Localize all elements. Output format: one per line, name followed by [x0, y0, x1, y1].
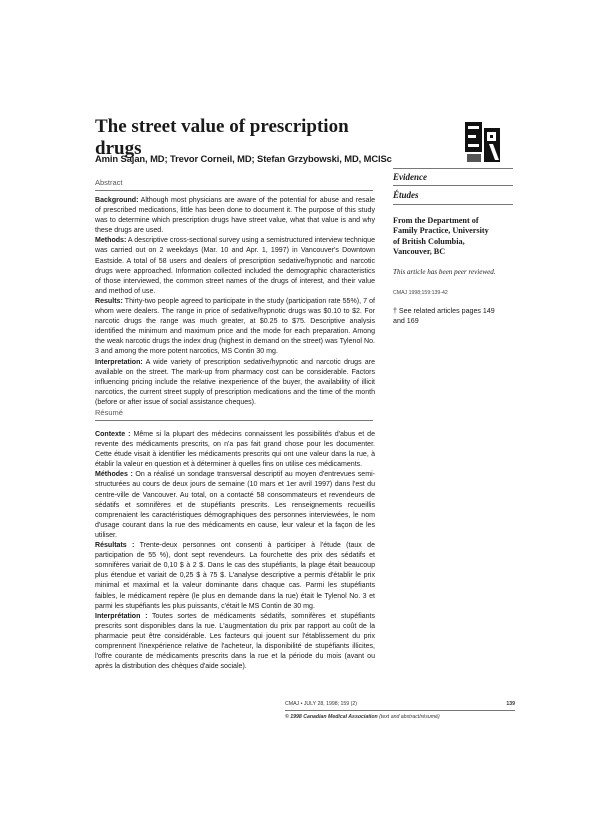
section-label-fr: Études	[393, 190, 419, 200]
methodes-text: On a réalisé un sondage transversal descriptif au moyen d'entrevues semi-structurées au cours de deux jours de semaine (10 mars et 1er avril 1997) dans l'est du centre-ville de Vancouver. Au total, on a contacté 58 consommateurs et revendeurs de sédatifs et somnifères et de stupéfiants prescrits. Les renseignements recueillis comprenaient les caractéristiques démographiques des personnes interviewées, le nom d'usage courant dans la rue des médicaments en cause, leur valeur et la façon de les utiliser.	[95, 471, 375, 539]
resume-interpretation	[95, 612, 375, 673]
affiliation	[393, 216, 518, 258]
abstract-background	[95, 196, 375, 236]
sidebar-rule-mid	[393, 185, 513, 186]
peer-review-note: This article has been peer reviewed.	[393, 268, 496, 276]
methods-text: A descriptive cross-sectional survey using a semistructured interview technique was carried out on 2 weekdays (Mar. 10 and Apr. 1, 1997) in Vancouver's Downtown Eastside. A total of 58 users and dealers of prescription sedative/hypnotic and narcotic drugs were approached. Information collected included the demographic characteristics of those interviewed, the common street names of the drugs of interest, and their value and method of use.	[95, 237, 375, 295]
resume-heading: Résumé	[95, 408, 123, 417]
interpretation-fr-text: Toutes sortes de médicaments sédatifs, somnifères et stupéfiants prescrits sont disponibles dans la rue. L'augmentation du prix par rapport au coût de la pharmacie peut être considérable. Les facteurs qui jouent sur l'établissement du prix comprennent l'inexpérience relative de l'acheteur, la disponibilité de stupéfiants illicites, l'offre courante de médicaments prescrits dans la rue et la période du mois (avant ou après la distribution des chèques d'aide sociale).	[95, 612, 375, 671]
citation-reference: CMAJ 1998;159:139-42	[393, 290, 448, 296]
resume-rule	[95, 420, 373, 421]
cmaj-evidence-logo-icon	[463, 120, 503, 165]
journal-issue: CMAJ • JULY 28, 1998; 159 (2)	[285, 701, 357, 707]
article-title: The street value of prescription drugs	[95, 116, 349, 159]
footer-journal-line	[285, 701, 515, 711]
resume-methodes	[95, 470, 375, 541]
resume-resultats	[95, 541, 375, 612]
affiliation-line-4: Vancouver, BC	[393, 247, 446, 257]
background-text: Although most physicians are aware of the potential for abuse and resale of prescribed medications, little has been done to document it. The purpose of this study was to determine which prescription drugs have street value, what that value is and why these drugs are used.	[95, 197, 375, 235]
interpretation-label: Interpretation:	[95, 358, 143, 366]
dagger-symbol: †	[393, 307, 397, 315]
resultats-label: Résultats :	[95, 542, 135, 550]
methodes-label: Méthodes :	[95, 471, 133, 479]
affiliation-line-3: of British Columbia,	[393, 236, 465, 246]
contexte-label: Contexte :	[95, 431, 131, 438]
abstract-interpretation	[95, 358, 375, 408]
copyright: © 1998 Canadian Medical Association	[285, 714, 378, 720]
interpretation-text: A wide variety of prescription sedative/hypnotic and narcotic drugs are available on the street. The mark-up from pharmacy cost can be considerable. Factors influencing pricing include the relative inexperience of the buyer, the availability of illicit narcotics, the current street supply of prescription medications and the time of the month (before or after issue of social assistance cheques).	[95, 358, 375, 406]
related-articles	[393, 306, 503, 326]
copyright-note: (text and abstract/résumé)	[377, 714, 440, 720]
abstract-methods	[95, 236, 375, 297]
background-label: Background:	[95, 197, 139, 204]
related-articles-text: See related articles pages 149 and 169	[393, 307, 495, 325]
sidebar-rule-bottom	[393, 204, 513, 205]
methods-label: Methods:	[95, 237, 127, 245]
results-label: Results:	[95, 297, 123, 305]
abstract-results	[95, 297, 375, 358]
results-text: Thirty-two people agreed to participate in the study (participation rate 55%), 7 of whom were dealers. The range in price of sedative/hypnotic drugs was $0.10 to $2. For narcotic drugs the range was much greater, at $0.25 to $75. Descriptive analysis identified the minimum and maximum price and the mode for each preparation. Among the weak narcotic drugs the index drug (highest in demand on the street) was Tylenol No. 3 and among the more potent narcotics, MS Contin 30 mg.	[95, 297, 375, 356]
affiliation-line-2: Family Practice, University	[393, 226, 489, 236]
resume-body	[95, 430, 375, 672]
page-number: 139	[506, 701, 515, 707]
interpretation-fr-label: Interprétation :	[95, 612, 148, 620]
sidebar-rule-top	[393, 168, 513, 169]
abstract-rule	[95, 190, 373, 191]
contexte-text: Même si la plupart des médecins connaissent les possibilités d'abus et de revente des médicaments prescrits, on n'a pas fait grand chose pour les documenter. Cette étude visait à identifier les médicaments prescrits qui ont une valeur dans la rue, à établir la valeur en question et à déterminer à quelles fins on utilise ces médicaments.	[95, 431, 375, 469]
article-authors: Amin Sajan, MD; Trevor Corneil, MD; Stefan Grzybowski, MD, MClSc	[95, 153, 392, 164]
footer-copyright-line	[285, 714, 515, 720]
page-footer	[285, 701, 515, 720]
resultats-text: Trente-deux personnes ont consenti à participer à l'étude (taux de participation de 55 %), dont sept revendeurs. La fourchette des prix des sédatifs et somnifères variait de 0,10 $ à 2 $. Dans le cas des stupéfiants, la plage était beaucoup plus étendue et variait de 0,25 $ à 75 $. L'analyse descriptive a permis d'établir le prix minimal et maximal et la valeur dominante dans chaque cas. Parmi les stupéfiants faibles, le médicament repère (le plus en demande dans la rue) était le Tylenol No. 3 et parmi les stupéfiants les plus puissants, c'était le MS Contin de 30 mg.	[95, 542, 375, 610]
abstract-body	[95, 196, 375, 408]
section-label-en: Evidence	[393, 172, 427, 182]
abstract-heading: Abstract	[95, 178, 123, 187]
affiliation-line-1: From the Department of	[393, 216, 479, 225]
resume-contexte	[95, 430, 375, 470]
